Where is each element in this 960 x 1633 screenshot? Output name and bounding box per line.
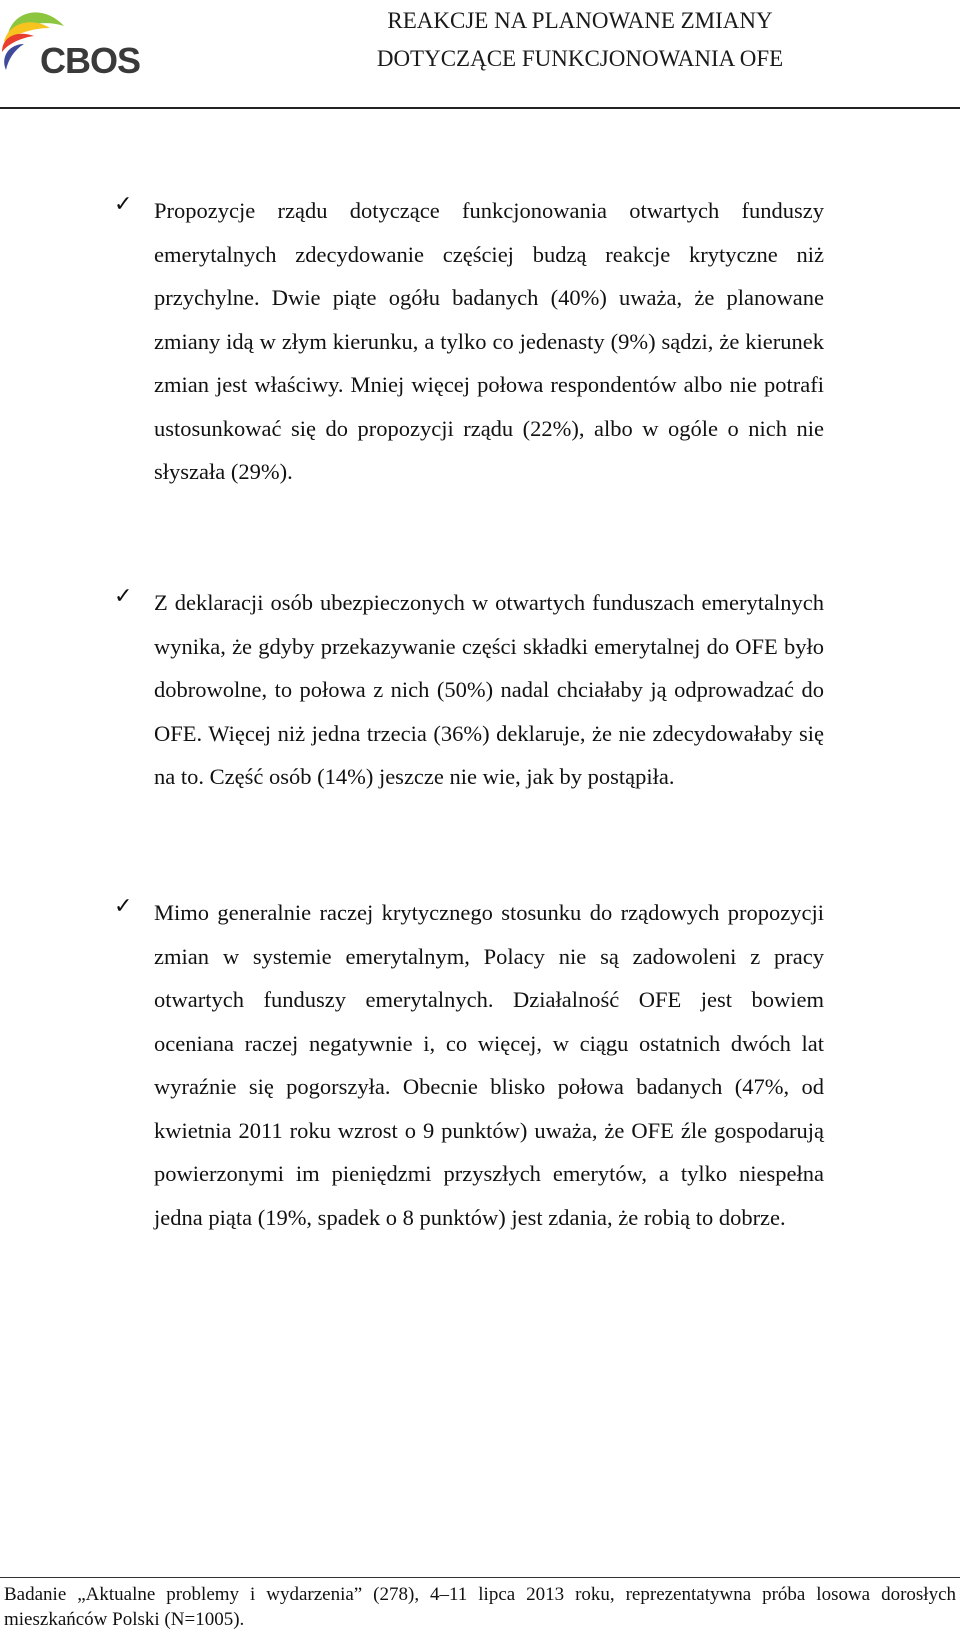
summary-bullet-2 bbox=[114, 581, 824, 799]
cbos-logo bbox=[0, 4, 150, 84]
document-title-line-2: DOTYCZĄCE FUNKCJONOWANIA OFE bbox=[376, 46, 784, 71]
check-icon: ✓ bbox=[114, 584, 133, 609]
survey-footnote: Badanie „Aktualne problemy i wydarzenia” (278), 4–11 lipca 2013 roku, reprezentatywna próba losowa dorosłych mieszkańców Polski (N=1005). bbox=[4, 1584, 956, 1630]
bullet-text: Propozycje rządu dotyczące funkcjonowania otwartych funduszy emerytalnych zdecydowanie częściej budzą reakcje krytyczne niż przychylne. Dwie piąte ogółu badanych (40%) uważa, że planowane zmiany idą w złym kierunku, a tylko co jedenasty (9%) sądzi, że kierunek zmian jest właściwy. Mniej więcej połowa respondentów albo nie potrafi ustosunkować się do propozycji rządu (22%), albo w ogóle o nich nie słyszała (29%). bbox=[154, 198, 824, 484]
header-divider bbox=[0, 107, 960, 109]
logo-text: CBOS bbox=[40, 40, 141, 81]
summary-bullet-3 bbox=[114, 891, 824, 1239]
logo-leaf-blue bbox=[4, 44, 24, 70]
page-header bbox=[0, 0, 960, 110]
summary-bullet-1 bbox=[114, 189, 824, 494]
check-icon: ✓ bbox=[114, 894, 133, 919]
footer-divider bbox=[0, 1577, 960, 1578]
check-icon: ✓ bbox=[114, 192, 133, 217]
bullet-text: Mimo generalnie raczej krytycznego stosunku do rządowych propozycji zmian w systemie emerytalnym, Polacy nie są zadowoleni z pracy otwartych funduszy emerytalnych. Działalność OFE jest bowiem oceniana raczej negatywnie i, co więcej, w ciągu ostatnich dwóch lat wyraźnie się pogorszyła. Obecnie blisko połowa badanych (47%, od kwietnia 2011 roku wzrost o 9 punktów) uważa, że OFE źle gospodarują powierzonymi im pieniędzmi przyszłych emerytów, a tylko niespełna jedna piąta (19%, spadek o 8 punktów) jest zdania, że robią to dobrze. bbox=[154, 900, 824, 1230]
bullet-text: Z deklaracji osób ubezpieczonych w otwartych funduszach emerytalnych wynika, że gdyby przekazywanie części składki emerytalnej do OFE było dobrowolne, to połowa z nich (50%) nadal chciałaby ją odprowadzać do OFE. Więcej niż jedna trzecia (36%) deklaruje, że nie zdecydowałaby się na to. Część osób (14%) jeszcze nie wie, jak by postąpiła. bbox=[154, 590, 824, 789]
document-title-line-1: REAKCJE NA PLANOWANE ZMIANY bbox=[387, 8, 773, 33]
